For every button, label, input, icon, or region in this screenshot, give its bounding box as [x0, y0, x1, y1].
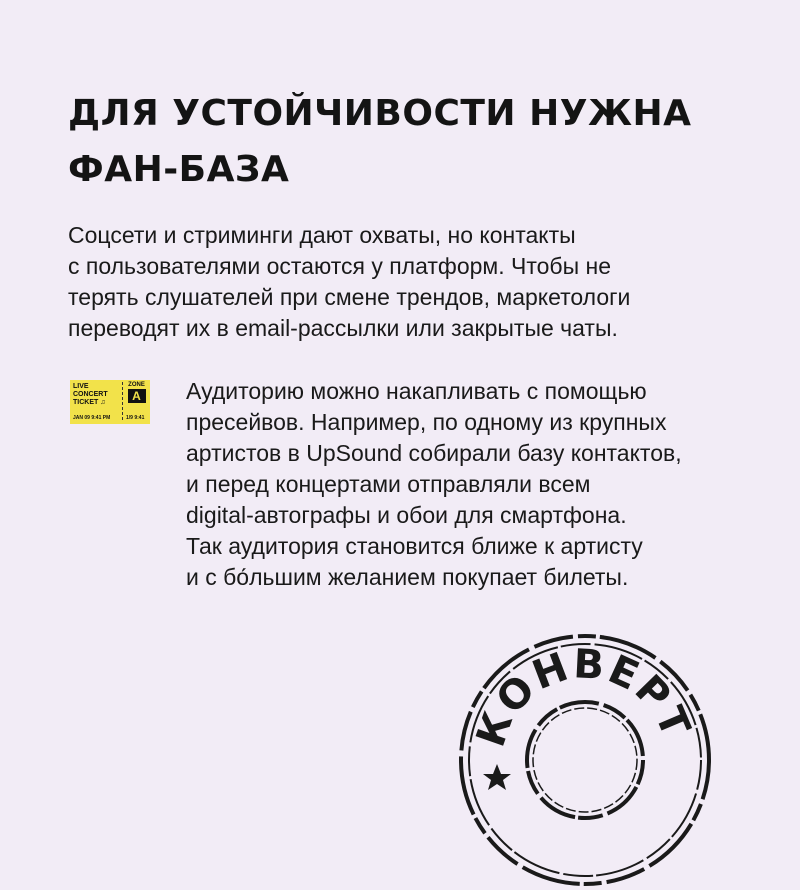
- konvert-stamp: [455, 630, 715, 890]
- ticket-zone: [125, 382, 148, 403]
- intro-paragraph: [68, 220, 768, 344]
- title-line-1: ДЛЯ УСТОЙЧИВОСТИ НУЖНА: [68, 93, 692, 134]
- ticket-zone-label: ZONE: [128, 382, 145, 388]
- svg-text:КОНВЕРТ: [468, 641, 699, 752]
- example-line: Так аудитория становится ближе к артисту: [186, 533, 643, 559]
- ticket-line-ticket: TICKET ♫: [73, 399, 106, 406]
- intro-line: с пользователями остаются у платформ. Чтобы не: [68, 253, 611, 279]
- intro-line: переводят их в email-рассылки или закрытые чаты.: [68, 315, 618, 341]
- example-line: артистов в UpSound собирали базу контактов,: [186, 440, 682, 466]
- intro-line: терять слушателей при смене трендов, маркетологи: [68, 284, 631, 310]
- star-icon: [483, 764, 511, 790]
- ticket-date-short: 1/9 9:41: [126, 415, 145, 421]
- ticket-line-concert: CONCERT: [73, 391, 108, 398]
- ticket-date: JAN 09 9:41 PM: [73, 415, 111, 421]
- example-line: и с бо́льшим желанием покупает билеты.: [186, 564, 629, 590]
- example-paragraph: [186, 376, 766, 593]
- example-line: Аудиторию можно накапливать с помощью: [186, 378, 647, 404]
- example-line: digital-автографы и обои для смартфона.: [186, 502, 627, 528]
- title-line-2: ФАН-БАЗА: [68, 149, 290, 190]
- example-line: и перед концертами отправляли всем: [186, 471, 591, 497]
- ticket-zone-letter: A: [128, 389, 146, 403]
- page-title: [68, 86, 768, 198]
- ticket-main-text: [73, 383, 108, 407]
- ticket-line-live: LIVE: [73, 383, 89, 390]
- stamp-text: КОНВЕРТ: [467, 641, 700, 753]
- concert-ticket-icon: [70, 380, 150, 424]
- intro-line: Соцсети и стриминги дают охваты, но контакты: [68, 222, 576, 248]
- example-line: пресейвов. Например, по одному из крупных: [186, 409, 667, 435]
- ticket-perforation: [122, 382, 123, 420]
